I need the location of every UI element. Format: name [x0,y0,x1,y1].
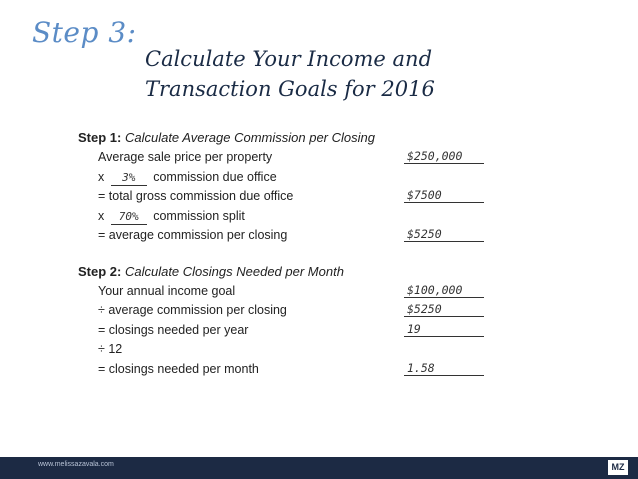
step2-label: Step 2: [78,263,122,279]
answer-line: 19 [404,321,484,337]
row-text: ÷ 12 [98,342,123,356]
row-prefix: x [98,169,105,184]
inline-blank: 3% [111,171,147,186]
step2-row [78,340,508,360]
slide-title [145,44,615,104]
step1-row [78,207,508,227]
answer-line: $5250 [404,301,484,317]
step1-description: Calculate Average Commission per Closing [124,130,375,145]
answer-line: 1.58 [404,360,484,376]
step1-heading [78,128,508,148]
row-text: = total gross commission due office [98,189,294,203]
slide-title-line-1: Calculate Your Income and [145,47,433,71]
inline-blank: 70% [111,210,147,225]
row-text: Average sale price per property [98,150,273,164]
worksheet [78,128,508,379]
answer-line: $5250 [404,226,484,242]
answer-line: $100,000 [404,282,484,298]
row-prefix: x [98,208,105,223]
row-text: commission split [153,208,245,223]
row-text: ÷ average commission per closing [98,303,287,317]
answer-line: $250,000 [404,148,484,164]
slide-title-line-2: Transaction Goals for 2016 [145,77,435,101]
step1-row [78,148,508,168]
row-text: = average commission per closing [98,228,288,242]
answer-line: $7500 [404,187,484,203]
row-text: = closings needed per month [98,361,259,376]
step1-label: Step 1: [78,130,122,145]
step2-row [78,301,508,321]
step1-row [78,168,508,188]
step2-row [78,321,508,341]
step-tag: Step 3: [32,16,137,49]
row-text: Your annual income goal [98,283,236,298]
step1-row [78,226,508,246]
row-text: = closings needed per year [98,322,249,337]
mz-logo: MZ [608,460,628,475]
footer-bar [0,457,638,479]
step1-row [78,187,508,207]
step2-row [78,360,508,380]
step2-description: Calculate Closings Needed per Month [124,263,344,279]
step2-row [78,282,508,302]
step2-heading [78,262,508,282]
footer-url: www.melissazavala.com [38,461,114,468]
row-text: commission due office [153,169,277,184]
